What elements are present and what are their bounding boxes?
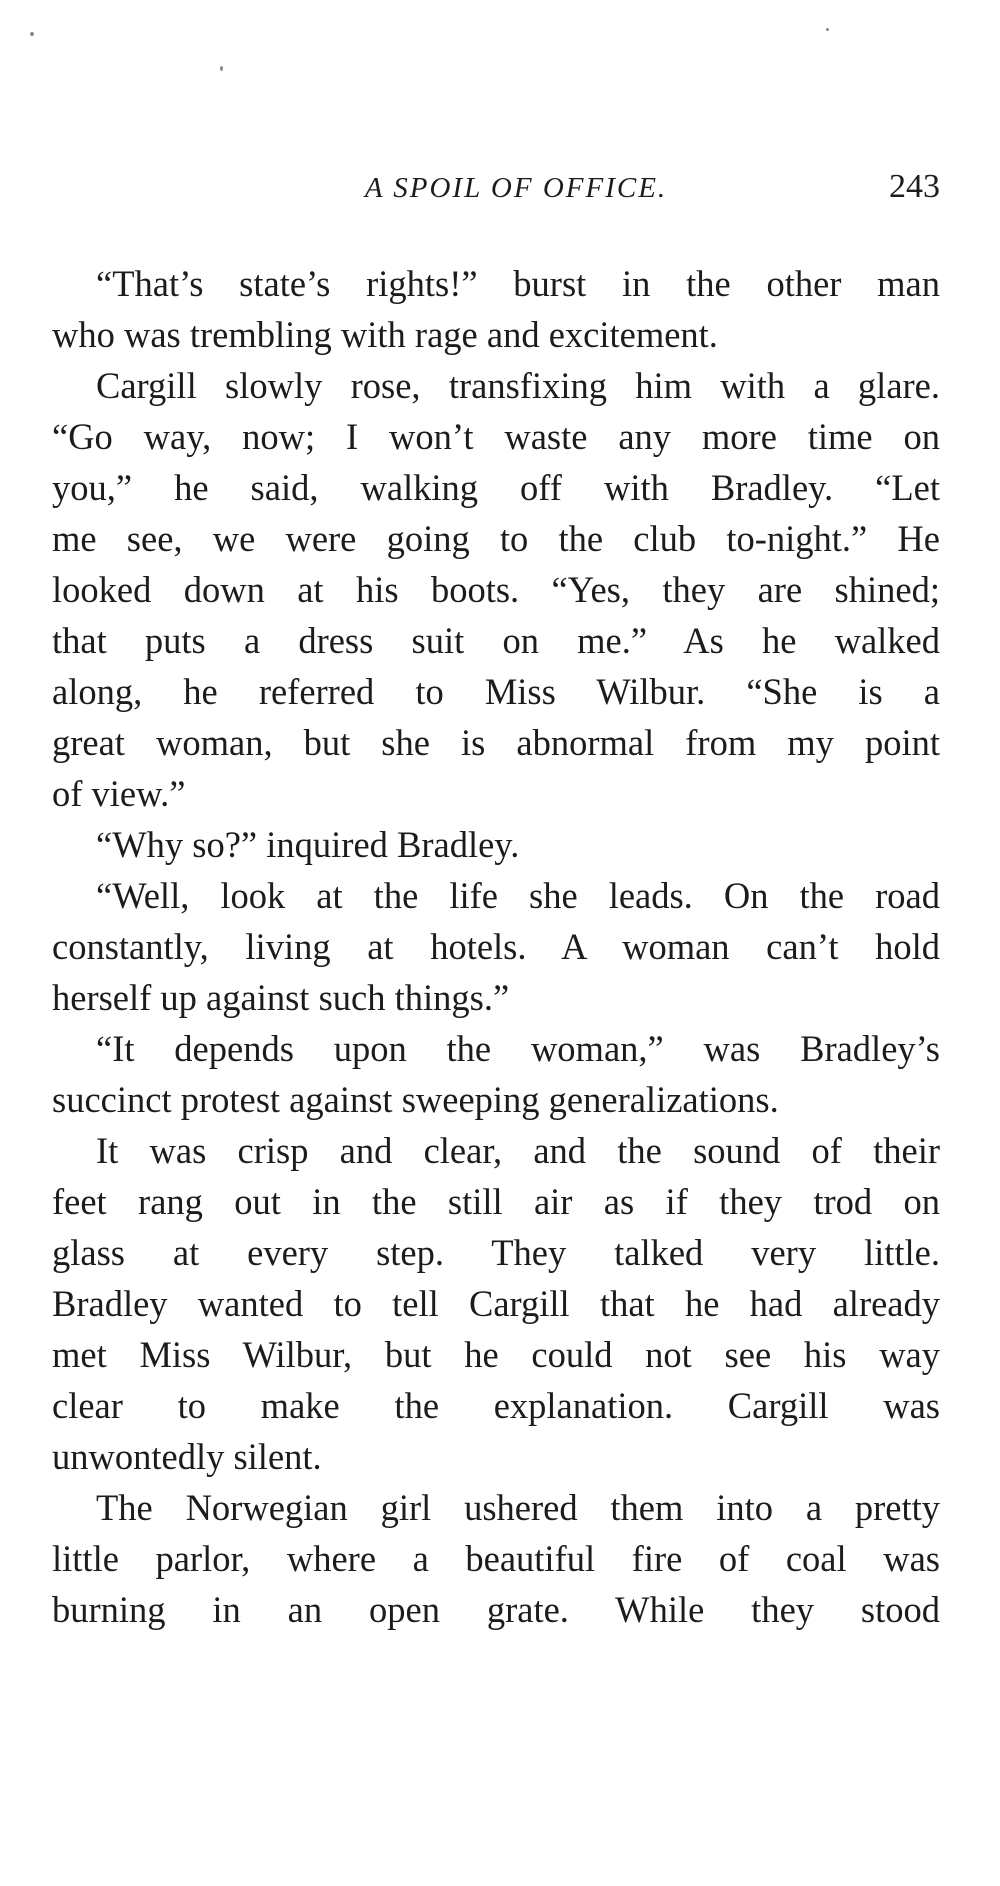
paper-speck [220,66,223,71]
text-line: little parlor, where a beautiful fire of coal was [52,1538,940,1579]
text-line: feet rang out in the still air as if they trod on [52,1181,940,1222]
text-line: succinct protest against sweeping generalizations. [52,1079,779,1120]
text-line: “Why so?” inquired Bradley. [96,824,520,865]
text-line: of view.” [52,773,186,814]
text-line: “It depends upon the woman,” was Bradley’s [96,1028,940,1069]
paper-speck [30,32,34,36]
text-line: great woman, but she is abnormal from my point [52,722,940,763]
text-line: “Go way, now; I won’t waste any more time on [52,416,940,457]
paper-speck [826,28,829,31]
text-line: It was crisp and clear, and the sound of their [96,1130,940,1171]
text-line: Cargill slowly rose, transfixing him with a glare. [96,365,940,406]
text-line: that puts a dress suit on me.” As he walked [52,620,940,661]
text-line: met Miss Wilbur, but he could not see his way [52,1334,940,1375]
running-title: A SPOIL OF OFFICE. [364,172,668,204]
text-line: looked down at his boots. “Yes, they are shined; [52,569,940,610]
text-line: Bradley wanted to tell Cargill that he had already [52,1283,940,1324]
text-line: The Norwegian girl ushered them into a pretty [96,1487,940,1528]
body-text [52,258,940,1635]
text-line: burning in an open grate. While they stood [52,1589,940,1630]
text-line: constantly, living at hotels. A woman can’t hold [52,926,940,967]
text-line: along, he referred to Miss Wilbur. “She is a [52,671,940,712]
text-line: who was trembling with rage and excitement. [52,314,718,355]
text-line: “That’s state’s rights!” burst in the other man [96,263,940,304]
text-line: herself up against such things.” [52,977,510,1018]
text-line: unwontedly silent. [52,1436,322,1477]
text-line: you,” he said, walking off with Bradley. “Let [52,467,940,508]
text-line: clear to make the explanation. Cargill was [52,1385,940,1426]
text-line: glass at every step. They talked very little. [52,1232,940,1273]
text-line: me see, we were going to the club to-night.” He [52,518,940,559]
text-line: “Well, look at the life she leads. On the road [96,875,940,916]
page-number: 243 [889,168,940,205]
running-head [52,168,940,218]
